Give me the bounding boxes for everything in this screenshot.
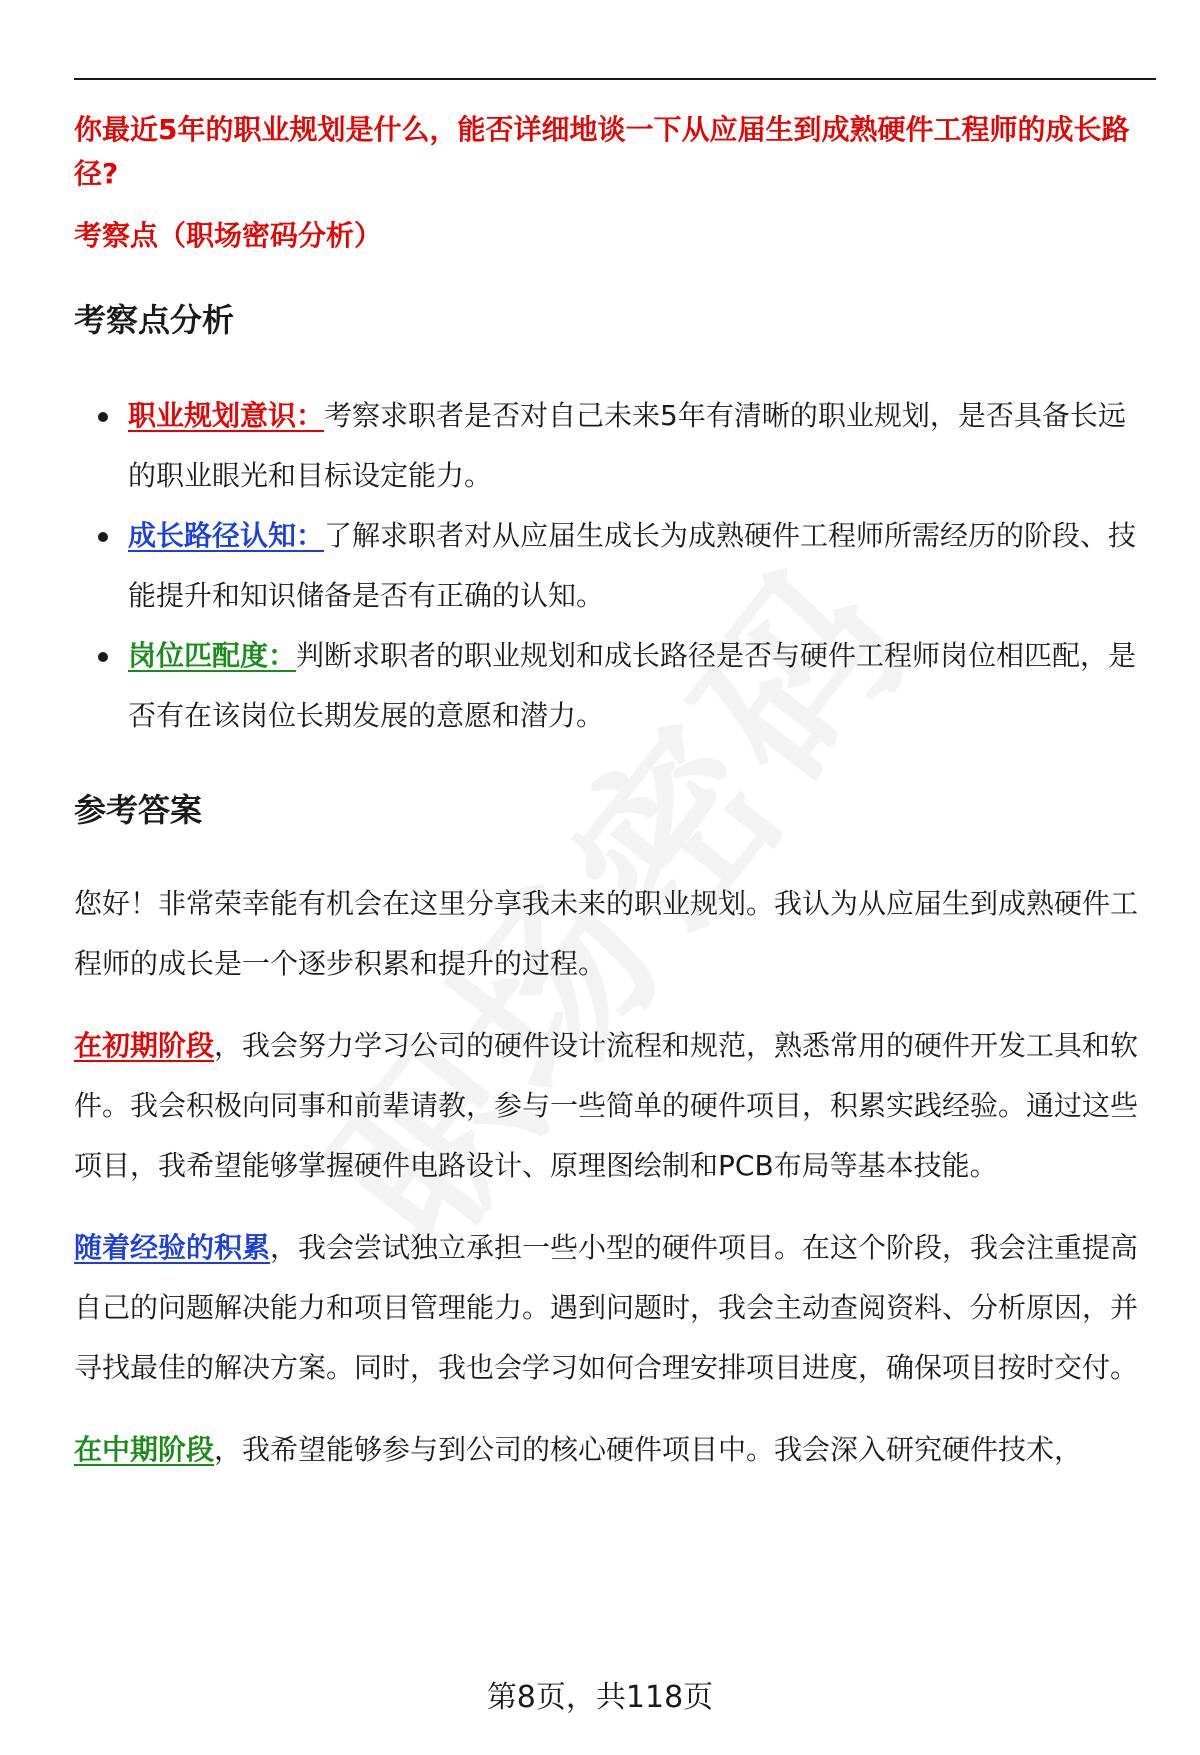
paragraph-text: ，我希望能够参与到公司的核心硬件项目中。我会深入研究硬件技术， bbox=[214, 1433, 1083, 1466]
answer-intro: 您好！非常荣幸能有机会在这里分享我未来的职业规划。我认为从应届生到成熟硬件工程师的成长是一个逐步积累和提升的过程。 bbox=[74, 887, 1139, 980]
point-text: 考察求职者是否对自己未来5年有清晰的职业规划，是否具备长远的职业眼光和目标设定能力。 bbox=[128, 399, 1126, 492]
paragraph-text: ，我会努力学习公司的硬件设计流程和规范，熟悉常用的硬件开发工具和软件。我会积极向同事和前辈请教，参与一些简单的硬件项目，积累实践经验。通过这些项目，我希望能够掌握硬件电路设计、原理图绘制和PCB布局等基本技能。 bbox=[74, 1029, 1139, 1182]
bullet-icon bbox=[98, 412, 108, 422]
section-heading-analysis: 考察点分析 bbox=[74, 301, 235, 339]
bullet-icon bbox=[98, 532, 108, 542]
question-title: 你最近5年的职业规划是什么，能否详细地谈一下从应届生到成熟硬件工程师的成长路径? bbox=[74, 113, 1130, 190]
section-heading-answer: 参考答案 bbox=[74, 791, 203, 829]
page-content bbox=[74, 108, 1150, 1480]
point-text: 判断求职者的职业规划和成长路径是否与硬件工程师岗位相匹配，是否有在该岗位长期发展的意愿和潜力。 bbox=[128, 639, 1137, 732]
analysis-point bbox=[74, 506, 1150, 626]
paragraph-term: 在中期阶段 bbox=[74, 1433, 215, 1466]
point-text: 了解求职者对从应届生成长为成熟硬件工程师所需经历的阶段、技能提升和知识储备是否有正确的认知。 bbox=[128, 519, 1137, 612]
bullet-icon bbox=[98, 652, 108, 662]
point-term: 岗位匹配度： bbox=[128, 639, 297, 672]
paragraph-term: 在初期阶段 bbox=[74, 1029, 215, 1062]
point-term: 成长路径认知： bbox=[128, 519, 325, 552]
point-term: 职业规划意识： bbox=[128, 399, 325, 432]
answer-paragraph bbox=[74, 1016, 1150, 1196]
top-rule bbox=[74, 78, 1156, 80]
analysis-subtitle: 考察点（职场密码分析） bbox=[74, 219, 383, 252]
page-number: 第8页，共118页 bbox=[486, 1680, 714, 1715]
analysis-points bbox=[74, 386, 1150, 746]
paragraph-term: 随着经验的积累 bbox=[74, 1231, 271, 1264]
analysis-point bbox=[74, 626, 1150, 746]
paragraph-text: ，我会尝试独立承担一些小型的硬件项目。在这个阶段，我会注重提高自己的问题解决能力和项目管理能力。遇到问题时，我会主动查阅资料、分析原因，并寻找最佳的解决方案。同时，我也会学习如何合理安排项目进度，确保项目按时交付。 bbox=[74, 1231, 1139, 1384]
answer-paragraph bbox=[74, 1218, 1150, 1398]
answer-paragraph bbox=[74, 1420, 1150, 1480]
analysis-point bbox=[74, 386, 1150, 506]
